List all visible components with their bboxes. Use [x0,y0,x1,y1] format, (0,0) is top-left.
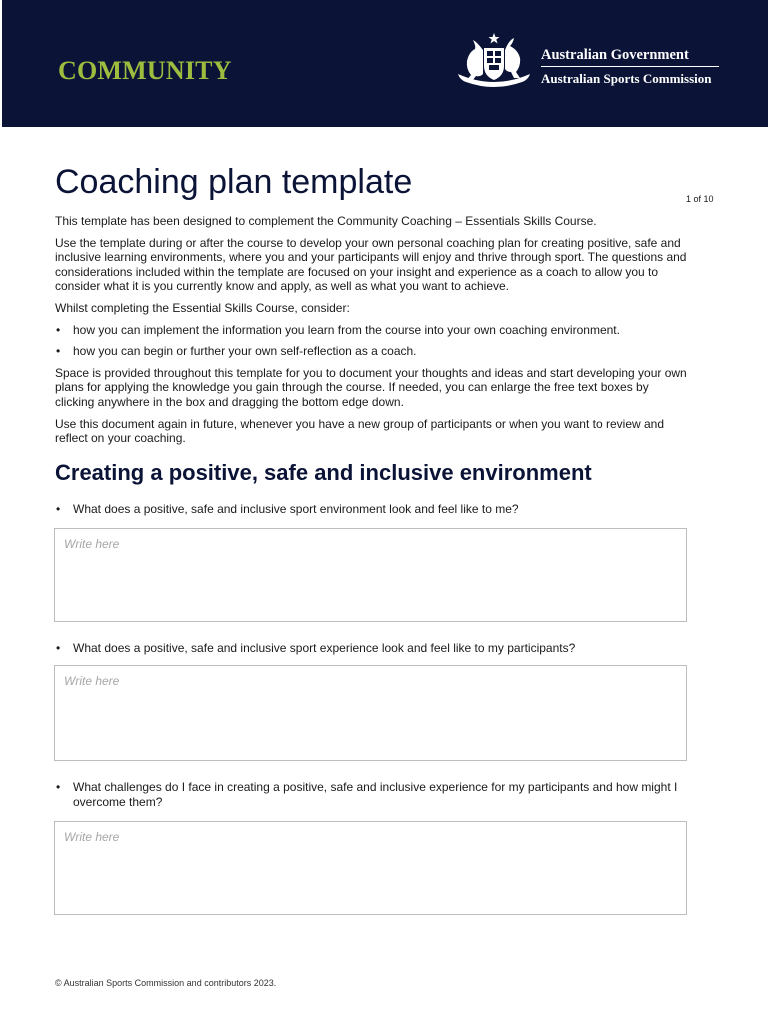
community-logo: COMMUNITY [58,56,232,85]
answer-box-2[interactable] [54,665,687,761]
government-name: Australian Government [541,47,689,63]
question-1: • What does a positive, safe and inclusive sport environment look and feel like to me? [55,502,691,517]
outro-paragraph: Space is provided throughout this template for you to document your thoughts and ideas and start developing your own plans for applying the knowledge you gain through the course. If needed, you can enlarge the free text boxes by clicking anywhere in the box and dragging the bottom edge down. [55,365,687,409]
list-item: • how you can begin or further your own self-reflection as a coach. [55,344,691,359]
copyright-footer: © Australian Sports Commission and contributors 2023. [55,978,277,988]
coat-of-arms-icon [454,32,534,88]
list-item: • how you can implement the information you learn from the course into your own coaching environment. [55,323,691,338]
intro-paragraph: Whilst completing the Essential Skills Course, consider: [55,300,350,315]
intro-paragraph: This template has been designed to complement the Community Coaching – Essentials Skills Course. [55,214,597,228]
header-banner [2,0,768,127]
intro-paragraph: Use the template during or after the course to develop your own personal coaching plan for creating positive, safe and inclusive learning environments, where you and your participants will enjoy and thrive through sport. The questions and considerations included within the template are focused on your insight and experience as a coach to allow you to consider what it is you currently know and apply, as well as what you want to achieve. [55,235,687,294]
section-heading: Creating a positive, safe and inclusive environment [55,460,592,485]
answer-field-2[interactable] [55,666,686,760]
page-title: Coaching plan template [55,163,413,201]
page-indicator: 1 of 10 [686,194,714,204]
answer-box-3[interactable] [54,821,687,915]
answer-field-3[interactable] [55,822,686,914]
logo-divider [541,66,719,67]
question-2: • What does a positive, safe and inclusive sport experience look and feel like to my participants? [55,641,691,656]
question-3: • What challenges do I face in creating a positive, safe and inclusive experience for my participants and how might I overcome them? [55,780,691,809]
intro-content [55,214,691,453]
consider-list [55,323,691,359]
agency-name: Australian Sports Commission [541,71,712,86]
outro-paragraph: Use this document again in future, whenever you have a new group of participants or when you want to review and reflect on your coaching. [55,416,665,446]
answer-field-1[interactable] [55,529,686,621]
government-logo [454,32,724,92]
answer-box-1[interactable] [54,528,687,622]
